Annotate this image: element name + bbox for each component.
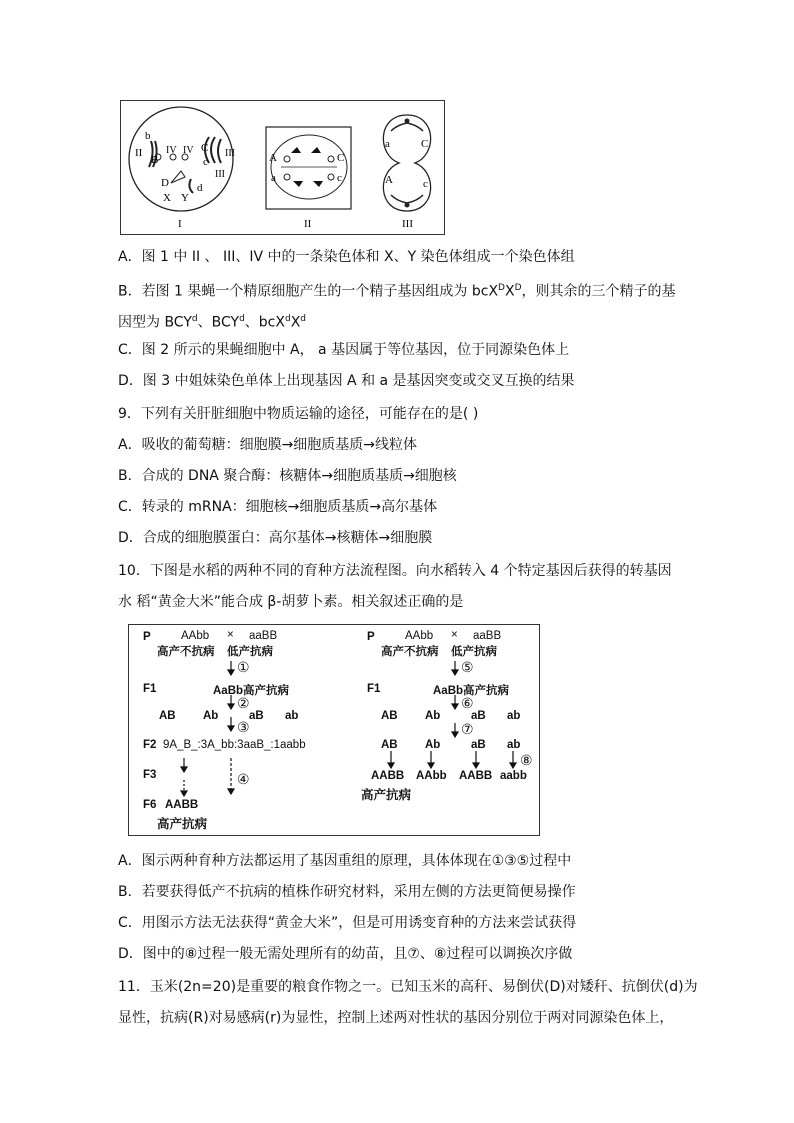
right-result-phenotype: 高产抗病 (361, 788, 412, 802)
cell1-label: II (135, 147, 143, 159)
right-gamete: aB (471, 710, 486, 722)
right-f1-label: F1 (367, 683, 381, 695)
q8-option-c: C．图 2 所示的果蝇细胞中 A， a 基因属于等位基因，位于同源染色体上 (118, 342, 570, 358)
right-gamete: AB (381, 710, 398, 722)
cell1-label: B (151, 154, 159, 166)
left-f2-ratio: 9A_B_:3A_bb:3aaB_:1aabb (163, 739, 306, 751)
cell3-label: c (423, 178, 428, 190)
cell3-label: A (385, 174, 393, 186)
cell1-label: c (203, 156, 208, 168)
right-result: AABB (371, 770, 405, 782)
left-gamete: AB (159, 710, 176, 722)
step-4: ④ (237, 771, 250, 787)
cell2-label: c (337, 172, 342, 184)
q11-line2: 显性，抗病(R)对易感病(r)为显性，控制上述两对性状的基因分别位于两对同源染色体上， (118, 1010, 674, 1026)
q8-option-a: A．图 1 中 II 、 III、IV 中的一条染色体和 X、Y 染色体组成一个染色体组 (118, 249, 575, 265)
q10-stem-line1: 10．下图是水稻的两种不同的育种方法流程图。向水稻转入 4 个特定基因后获得的转基因 (118, 563, 672, 579)
step-8: ⑧ (520, 752, 533, 768)
q9-stem: 9．下列有关肝脏细胞中物质运输的途径，可能存在的是( ) (118, 406, 479, 422)
cell3-label: a (385, 138, 390, 150)
q10-option-c: C．用图示方法无法获得“黄金大米”，但是可用诱变育种的方法来尝试获得 (118, 915, 577, 931)
q11-line1: 11．玉米(2n=20)是重要的粮食作物之一。已知玉米的高秆、易倒伏(D)对矮秆、抗倒伏(d)为 (118, 979, 698, 995)
left-f3-label: F3 (143, 769, 157, 781)
left-gamete: aB (249, 710, 264, 722)
left-f2-label: F2 (143, 739, 157, 751)
q9-option-d: D．合成的细胞膜蛋白：高尔基体→核糖体→细胞膜 (118, 530, 433, 546)
cell1-label: D (161, 177, 169, 189)
right-haploid: aB (471, 739, 486, 751)
q9-option-a: A．吸收的葡萄糖：细胞膜→细胞质基质→线粒体 (118, 437, 418, 453)
right-parent-2: aaBB (473, 630, 502, 642)
left-p-label: P (143, 631, 151, 643)
left-cross: × (227, 629, 234, 641)
q9-option-c: C．转录的 mRNA：细胞核→细胞质基质→高尔基体 (118, 499, 438, 515)
q10-option-d: D．图中的⑧过程一般无需处理所有的幼苗，且⑦、⑧过程可以调换次序做 (118, 946, 573, 962)
cell2-label: C (337, 152, 345, 164)
figure-2-breeding-flowchart (128, 624, 540, 836)
step-3: ③ (237, 719, 250, 735)
step-7: ⑦ (461, 721, 474, 737)
left-parent-1: AAbb (181, 630, 210, 642)
left-f1-genotype: AaBb高产抗病 (213, 685, 290, 697)
q10-stem-line2: 水 稻“黄金大米”能合成 β-胡萝卜素。相关叙述正确的是 (118, 594, 464, 610)
right-parent-1: AAbb (405, 630, 434, 642)
cell1-label: X (163, 192, 171, 204)
q9-option-b: B．合成的 DNA 聚合酶：核糖体→细胞质基质→细胞核 (118, 468, 457, 484)
cell2-label: A (269, 152, 277, 164)
step-2: ② (237, 695, 250, 711)
left-gamete: Ab (203, 710, 219, 722)
step-6: ⑥ (461, 695, 474, 711)
figure-1-chromosomes (120, 100, 445, 235)
cell1-label: IV (183, 145, 194, 156)
cell1-label: C (201, 142, 209, 154)
right-gamete: ab (507, 710, 521, 722)
left-f6-label: F6 (143, 799, 157, 811)
cell1-label: III (215, 169, 225, 180)
step-1: ① (237, 659, 250, 675)
q10-option-a: A．图示两种育种方法都运用了基因重组的原理，具体体现在①③⑤过程中 (118, 853, 572, 869)
q8-option-d: D．图 3 中姐妹染色单体上出现基因 A 和 a 是基因突变或交叉互换的结果 (118, 373, 575, 389)
right-cross: × (451, 629, 458, 641)
right-result: aabb (500, 770, 527, 782)
left-gamete: ab (285, 710, 299, 722)
right-phenotype-1: 高产不抗病 (381, 646, 439, 658)
left-result-genotype: AABB (165, 799, 199, 811)
right-gamete: Ab (425, 710, 441, 722)
q8-option-b-line2: 因型为 BCY$^d$、BCY$^d$、$bcX^dX^d$ (118, 314, 306, 331)
step-5: ⑤ (461, 659, 474, 675)
cell1-label: III (225, 148, 235, 159)
cell3-label: C (421, 138, 429, 150)
left-phenotype-1: 高产不抗病 (157, 646, 215, 658)
q8-option-b-line1: B．若图 1 果蝇一个精原细胞产生的一个精子基因组成为 $bcX^DX^D$，则其余的三个精子的基 (118, 283, 676, 300)
cell1-label: IV (166, 145, 177, 156)
left-f1-label: F1 (143, 683, 157, 695)
right-phenotype-2: 低产抗病 (451, 646, 497, 658)
panel-label: II (304, 218, 312, 230)
q10-option-b: B．若要获得低产不抗病的植株作研究材料，采用左侧的方法更简便易操作 (118, 884, 576, 900)
left-phenotype-2: 低产抗病 (227, 646, 273, 658)
right-result: AAbb (416, 770, 447, 782)
right-p-label: P (367, 631, 375, 643)
panel-label: I (178, 218, 182, 230)
cell1-label: d (197, 182, 203, 194)
cell1-label: Y (181, 192, 189, 204)
cell1-label: b (145, 130, 151, 142)
panel-label: III (402, 218, 413, 230)
right-haploid: AB (381, 739, 398, 751)
cell2-label: a (271, 172, 276, 184)
left-parent-2: aaBB (249, 630, 278, 642)
figure-1-svg (121, 101, 444, 234)
left-result-phenotype: 高产抗病 (157, 817, 208, 831)
right-f1-genotype: AaBb高产抗病 (433, 685, 510, 697)
right-result: AABB (459, 770, 493, 782)
right-haploid: ab (507, 739, 521, 751)
right-haploid: Ab (425, 739, 441, 751)
